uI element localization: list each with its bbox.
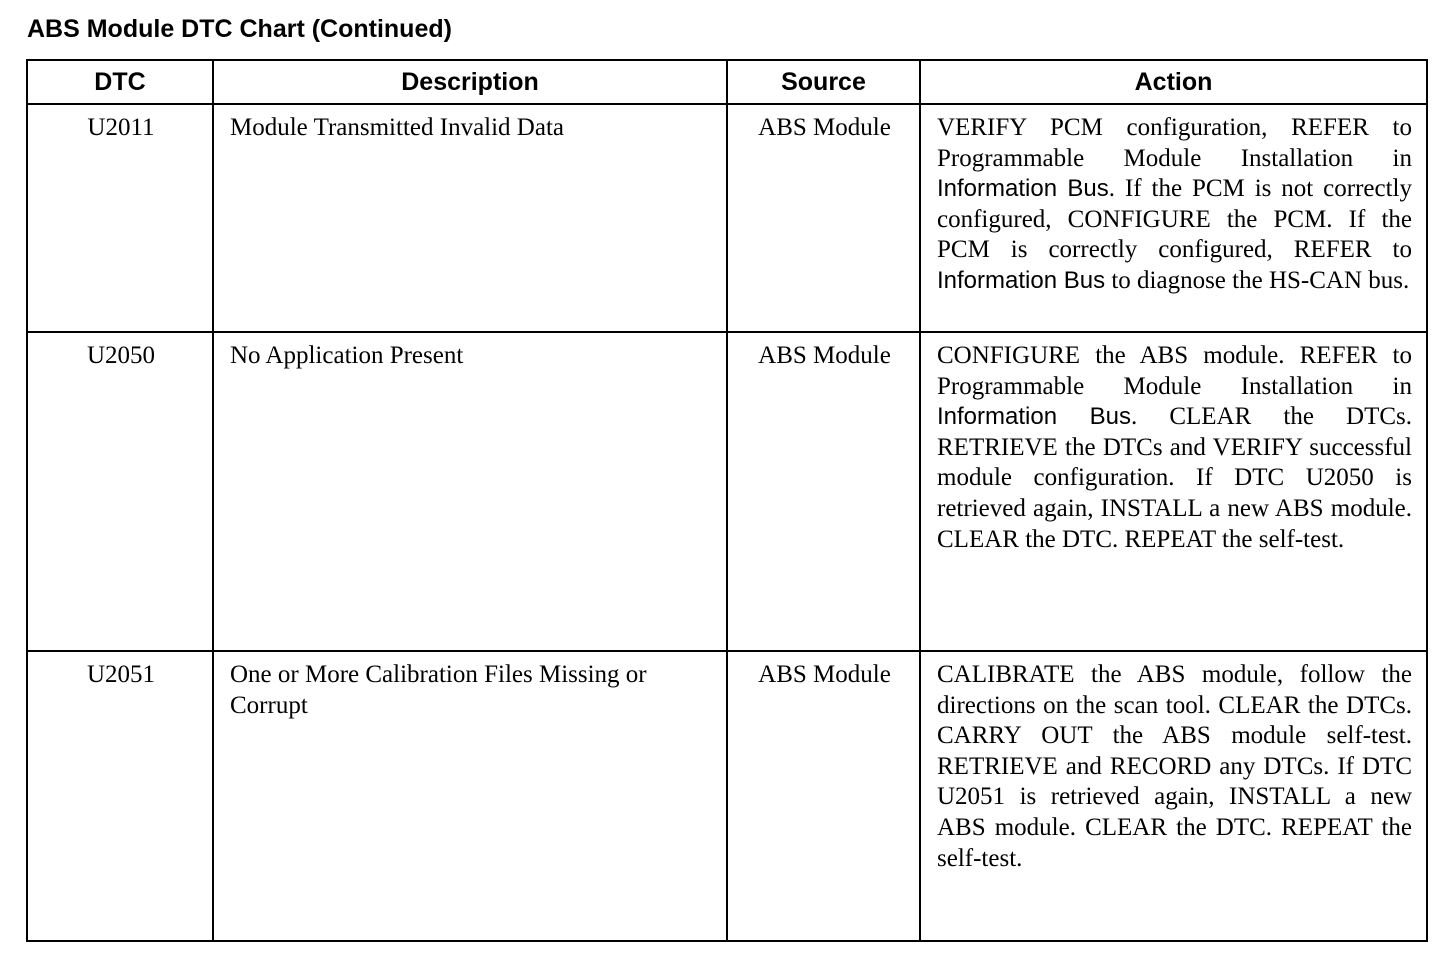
dtc-source: ABS Module <box>727 651 920 941</box>
column-header-description: Description <box>213 60 727 104</box>
dtc-code: U2050 <box>27 332 213 651</box>
action-text: to diagnose the HS-CAN bus. <box>1105 266 1410 294</box>
page-title: ABS Module DTC Chart (Continued) <box>27 15 452 43</box>
dtc-action <box>920 104 1427 332</box>
action-text: CALIBRATE the ABS module, follow the directions on the scan tool. CLEAR the DTCs. CARRY OUT the ABS module self-test. RETRIEVE and RECORD any DTCs. If DTC U2051 is retrieved again, INSTALL a new ABS module. CLEAR the DTC. REPEAT the self-test. <box>937 661 1412 872</box>
dtc-description: Module Transmitted Invalid Data <box>213 104 727 332</box>
table-row <box>27 104 1427 332</box>
dtc-code: U2051 <box>27 651 213 941</box>
action-text: . CLEAR the DTCs. RETRIEVE the DTCs and VERIFY successful module configuration. If DTC U2050 is retrieved again, INSTALL a new ABS module. CLEAR the DTC. REPEAT the self-test. <box>937 403 1412 553</box>
dtc-source: ABS Module <box>727 104 920 332</box>
dtc-action <box>920 332 1427 651</box>
dtc-table <box>26 59 1428 942</box>
reference-link[interactable]: Information Bus <box>937 403 1131 431</box>
column-header-source: Source <box>727 60 920 104</box>
column-header-action: Action <box>920 60 1427 104</box>
dtc-source: ABS Module <box>727 332 920 651</box>
dtc-description: One or More Calibration Files Missing or Corrupt <box>213 651 727 941</box>
dtc-description: No Application Present <box>213 332 727 651</box>
reference-link[interactable]: Information Bus <box>937 266 1106 294</box>
table-row <box>27 651 1427 941</box>
action-text: VERIFY PCM configuration, REFER to Programmable Module Installation in <box>937 114 1412 172</box>
action-text: CONFIGURE the ABS module. REFER to Programmable Module Installation in <box>937 342 1412 400</box>
table-row <box>27 332 1427 651</box>
reference-link[interactable]: Information Bus <box>937 175 1109 203</box>
table-header-row <box>27 60 1427 104</box>
dtc-action <box>920 651 1427 941</box>
dtc-code: U2011 <box>27 104 213 332</box>
action-text: . If the PCM is not correctly configured, CONFIGURE the PCM. If the PCM is correctly configured, REFER to <box>937 175 1412 264</box>
column-header-dtc: DTC <box>27 60 213 104</box>
